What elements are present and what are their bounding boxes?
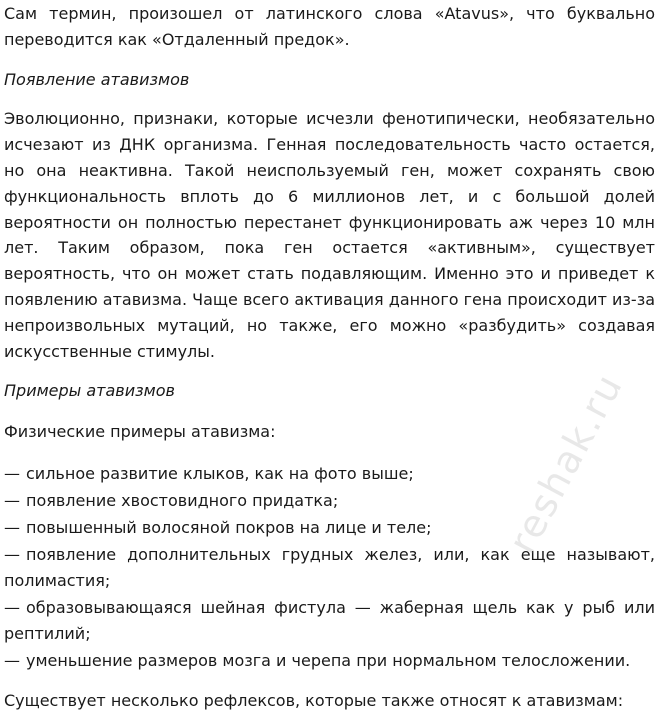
bullet-dash: — — [4, 463, 20, 483]
bullet-dash: — — [4, 491, 20, 511]
reflexes-lead: Существует несколько рефлексов, которые также относят к атавизмам: — [4, 690, 624, 710]
list-item — [4, 515, 655, 541]
list-item — [4, 648, 655, 674]
article-body — [4, 0, 655, 714]
list-item-text: появление хвостовидного придатка; — [26, 491, 339, 511]
bullet-dash: — — [4, 518, 20, 538]
list-item-text: повышенный волосяной покров на лице и теле; — [26, 518, 432, 538]
bullet-dash: — — [4, 651, 20, 671]
list-item — [4, 595, 655, 647]
evolution-paragraph: Эволюционно, признаки, которые исчезли фенотипически, необязательно исчезают из ДНК организма. Генная последовательность часто остается, но она неактивна. Такой неиспользуемый ген, может сохранять свою функциональность вплоть до 6 миллионов лет, и с большой долей вероятности он полностью перестанет функционировать аж через 10 млн лет. Таким образом, пока ген остается «активным», существует вероятность, что он может стать подавляющим. Именно это и приведет к появлению атавизма. Чаще всего активация данного гена происходит из-за непроизвольных мутаций, но также, его можно «разбудить» создавая искусственные стимулы. — [4, 109, 655, 361]
list-item — [4, 461, 655, 487]
section-heading-examples: Примеры атавизмов — [4, 381, 175, 401]
bullet-dash: — — [4, 598, 20, 618]
list-item — [4, 488, 655, 514]
list-item-text: появление дополнительных грудных желез, или, как еще называют, полимастия; — [4, 545, 655, 591]
list-item — [4, 542, 655, 594]
list-item-text: уменьшение размеров мозга и черепа при нормальном телосложении. — [26, 651, 631, 671]
bullet-dash: — — [4, 545, 20, 565]
list-item-text: сильное развитие клыков, как на фото выше; — [26, 463, 414, 483]
watermark: reshak.ru — [500, 365, 632, 561]
section-heading-appearance: Появление атавизмов — [4, 69, 190, 89]
intro-paragraph: Сам термин, произошел от латинского слова «Atavus», что буквально переводится как «Отдаленный предок». — [4, 4, 655, 49]
physical-examples-lead: Физические примеры атавизма: — [4, 422, 276, 442]
list-item-text: образовывающаяся шейная фистула — жаберная щель как у рыб или рептилий; — [4, 598, 655, 643]
examples-list — [4, 461, 655, 674]
